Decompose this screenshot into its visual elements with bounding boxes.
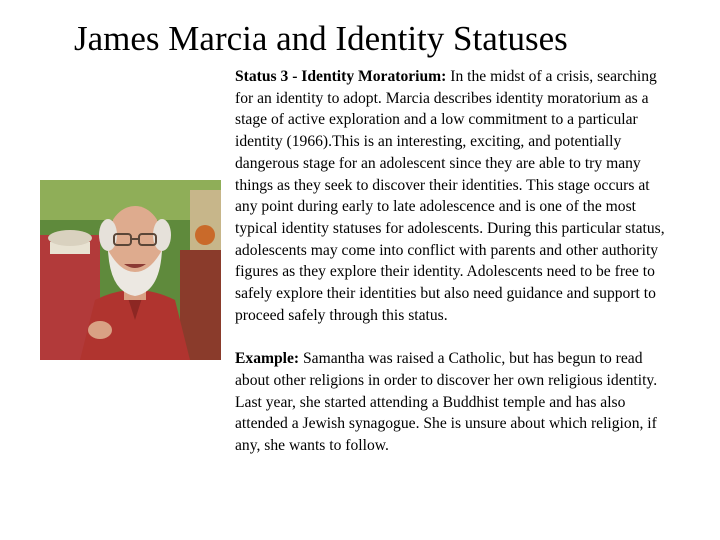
status-label: Status 3 - Identity Moratorium: bbox=[235, 68, 447, 85]
portrait-photo-icon bbox=[40, 180, 221, 360]
body-text bbox=[235, 66, 665, 457]
portrait-photo bbox=[40, 180, 221, 360]
slide-title: James Marcia and Identity Statuses bbox=[74, 19, 568, 58]
example-text: Samantha was raised a Catholic, but has begun to read about other religions in order to discover her own religious identity. Last year, she started attending a Buddhist temple and has also attended a Jewish synagogue. She is unsure about which religion, if any, she wants to follow. bbox=[235, 350, 658, 454]
status-paragraph bbox=[235, 66, 665, 326]
status-text: In the midst of a crisis, searching for an identity to adopt. Marcia describes identity moratorium as a stage of active exploration and a low commitment to a particular identity (1966).This is an interesting, exciting, and potentially dangerous stage for an adolescent since they are able to try many things as they seek to discover their identities. This stage occurs at any point during early to late adolescence and is one of the most typical identity statuses for adolescents. During this particular status, adolescents may come into conflict with parents and other authority figures as they explore their identity. Adolescents need to be free to safely explore their identities but also need guidance and support to proceed safely through this status. bbox=[235, 68, 665, 324]
example-paragraph bbox=[235, 348, 665, 457]
example-label: Example: bbox=[235, 350, 300, 368]
